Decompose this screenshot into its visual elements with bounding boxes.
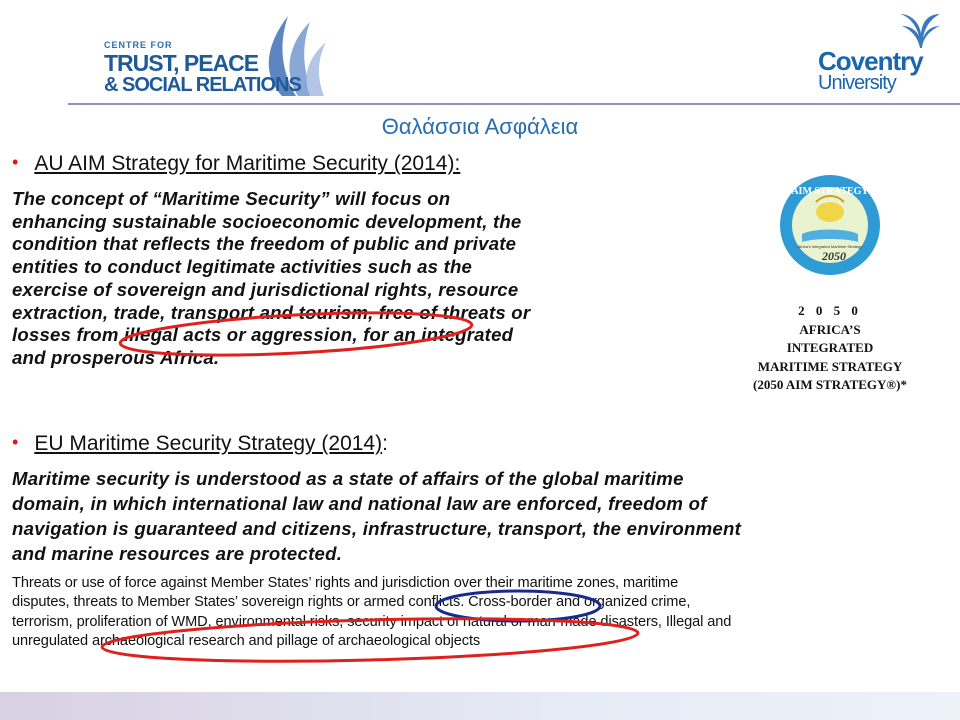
header-divider: [68, 103, 960, 105]
trust-peace-logo: [104, 12, 334, 98]
aim-ring-small-text: Africa's Integrated Maritime Strategy: [797, 244, 863, 249]
aim-caption-line: AFRICA’S: [799, 321, 861, 337]
au-definition: [12, 188, 682, 370]
eu-heading: EU Maritime Security Strategy (2014): [34, 432, 383, 455]
aim-strategy-logo: [768, 172, 892, 278]
au-bullet: [12, 152, 460, 176]
eu-line: Maritime security is understood as a state of affairs of the global maritime: [12, 468, 684, 489]
eu-line: domain, in which international law and national law are enforced, freedom of: [12, 493, 707, 514]
au-line: losses from illegal acts or aggression, for an integrated: [12, 324, 514, 346]
coventry-university-logo: [812, 10, 942, 96]
threats-line: disputes, threats to Member States’ sovereign rights or armed conflicts. Cross-border and organized crime,: [12, 594, 691, 611]
aim-caption-line: MARITIME STRATEGY: [757, 358, 903, 374]
threats-line: terrorism, proliferation of WMD, environmental risks, security impact of natural or man-made disasters, Illegal and: [12, 613, 732, 630]
slide-title: Θαλάσσια Ασφάλεια: [381, 114, 579, 139]
aim-ring-text: AIM STRATEGY: [791, 186, 869, 197]
logo-line-coventry: Coventry: [818, 46, 923, 76]
au-line: enhancing sustainable socioeconomic development, the: [12, 210, 522, 232]
eu-bullet: [12, 432, 388, 456]
phoenix-icon: [898, 10, 942, 50]
eu-definition: [12, 466, 952, 566]
bullet-dot-icon: •: [12, 152, 19, 172]
threats-line: Threats or use of force against Member States’ rights and jurisdiction over their maritime zones, maritime: [12, 575, 679, 591]
eu-threats: [12, 574, 952, 651]
au-heading: AU AIM Strategy for Maritime Security (2014):: [34, 152, 461, 175]
aim-caption-line: (2050 AIM STRATEGY®)*: [753, 377, 907, 392]
au-line: The concept of “Maritime Security” will focus on: [12, 188, 451, 209]
bullet-dot-icon: •: [12, 432, 19, 452]
threats-line: unregulated archaeological research and pillage of archaeological objects: [12, 632, 481, 649]
au-line: and prosperous Africa.: [12, 346, 220, 368]
eu-line: and marine resources are protected.: [12, 543, 343, 564]
aim-caption-line: 2 0 5 0: [798, 303, 862, 318]
aim-caption: [700, 302, 960, 395]
aim-caption-line: INTEGRATED: [786, 340, 874, 355]
logo-line-trust-peace: TRUST, PEACE: [104, 50, 259, 76]
au-line: condition that reflects the freedom of public and private: [12, 233, 517, 255]
eu-line: navigation is guaranteed and citizens, infrastructure, transport, the environment: [12, 518, 742, 539]
au-line: extraction, trade, transport and tourism, free of threats or: [12, 301, 531, 323]
logo-line-university: University: [818, 72, 896, 94]
logo-line-social-relations: & SOCIAL RELATIONS: [104, 74, 301, 96]
aim-year: 2050: [822, 249, 846, 263]
au-line: exercise of sovereign and jurisdictional rights, resource: [12, 278, 519, 300]
eu-heading-suffix: :: [382, 432, 388, 455]
au-line: entities to conduct legitimate activities such as the: [12, 256, 473, 278]
logo-line-centre-for: CENTRE FOR: [104, 40, 173, 50]
footer-band: [0, 692, 960, 720]
